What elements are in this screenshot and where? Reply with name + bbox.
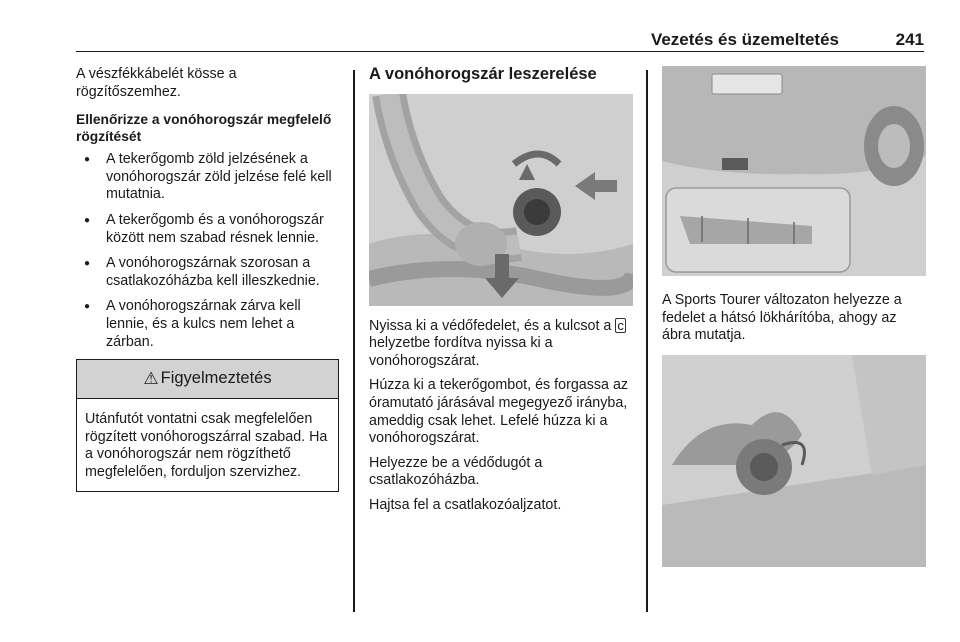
knob-center [524,199,550,225]
list-item: ● A vonóhorogszárnak szorosan a csatlakozóházba kell illeszkednie. [76,255,341,290]
warning-title: Figyelmeztetés [160,369,272,388]
list-item: ● A vonóhorogszárnak zárva kell lennie, és a kulcs nem lehet a zárban. [76,298,341,351]
license-plate [712,74,782,94]
key-position-icon: c [617,317,624,333]
list-item: ● A tekerőgomb és a vonóhorogszár között nem szabad résnek lennie. [76,212,341,247]
warning-box [76,359,339,491]
column-divider-left [353,70,355,612]
check-list [76,151,341,351]
section-heading: A vonóhorogszár leszerelése [369,65,597,83]
paragraph-fold-socket: Hajtsa fel a csatlakozóaljzatot. [369,496,562,513]
paragraph-pull-knob: Húzza ki a tekerőgombot, és forgassa az óramutató járásával megegyező irányba, ameddig csak lehet. Lefelé húzza ki a vonóhorogszárat. [369,377,629,447]
sports-tourer-paragraph: A Sports Tourer változaton helyezze a fedelet a hátsó lökhárítóba, ahogy az ábra mutatja. [662,292,902,344]
paragraph-insert-plug: Helyezze be a védődugót a csatlakozóházba. [369,454,543,489]
check-subheading: Ellenőrizze a vonóhorogszár megfelelő rögzítését [76,112,332,145]
stored-knob-center [750,453,778,481]
intro-paragraph: A vészfékkábelét kösse a rögzítőszemhez. [76,66,237,100]
warning-triangle-icon: ⚠ [143,369,159,389]
column-divider-right [646,70,648,612]
list-item: ● A tekerőgomb zöld jelzésének a vonóhorogszár zöld jelzése felé kell mutatnia. [76,151,341,204]
warning-text: Utánfutót vontatni csak megfelelően rögzített vonóhorogszárral szabad. Ha a vonóhorogszár nem rögzíthető megfelelően, forduljon szervizhez. [85,411,328,480]
trunk-storage-illustration [662,355,926,567]
page-number: 241 [895,30,924,49]
bumper-cover-illustration [662,66,926,276]
column-three [662,66,926,567]
towbar-socket-opening [722,158,748,170]
paragraph-open-cover: Nyissa ki a védőfedelet, és a kulcsot a c helyzetbe fordítva nyissa ki a vonóhorogszárat. [369,317,624,369]
warning-header [77,360,338,399]
column-one [76,66,341,492]
removal-illustration [369,94,633,306]
wheel-hub [878,124,910,168]
page-header [76,30,924,52]
column-two [369,66,633,522]
chapter-title: Vezetés és üzemeltetés [650,30,839,49]
